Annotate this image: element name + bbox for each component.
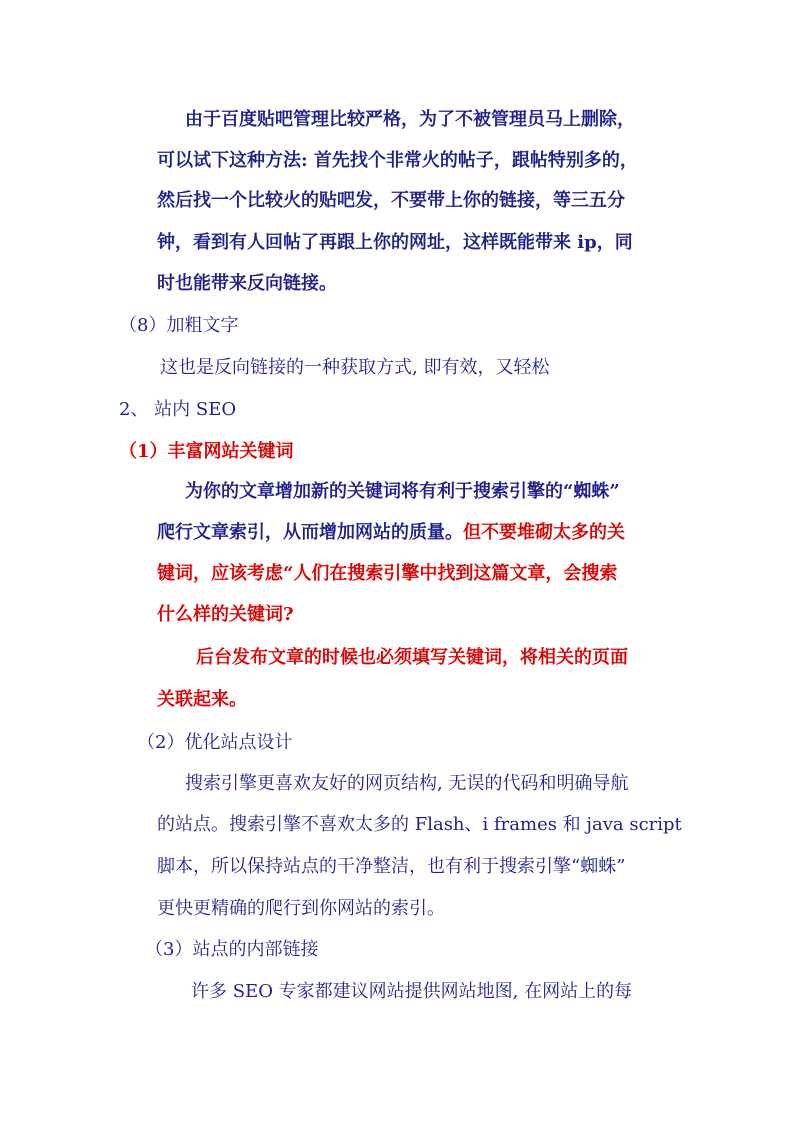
paragraph-line: 可以试下这种方法: 首先找个非常火的帖子，跟帖特别多的， bbox=[157, 150, 638, 171]
paragraph-line: 然后找一个比较火的贴吧发，不要带上你的链接，等三五分 bbox=[157, 190, 625, 211]
paragraph-line: 后台发布文章的时候也必须填写关键词，将相关的页面 bbox=[196, 647, 628, 668]
paragraph-line: 搜索引擎更喜欢友好的网页结构, 无误的代码和明确导航 bbox=[185, 773, 629, 794]
paragraph-line: 钟，看到有人回帖了再跟上你的网址，这样既能带来 ip，同 bbox=[157, 232, 633, 253]
section-heading-8: （8）加粗文字 bbox=[119, 315, 239, 336]
paragraph-line: 的站点。搜索引擎不喜欢太多的 Flash、i frames 和 java script bbox=[157, 814, 682, 835]
subsection-heading-2: （2）优化站点设计 bbox=[137, 732, 293, 753]
paragraph-line: 爬行文章索引，从而增加网站的质量。但不要堆砌太多的关 bbox=[157, 522, 625, 543]
paragraph-line: 关联起来。 bbox=[157, 689, 247, 710]
paragraph-line: 脚本，所以保持站点的干净整洁，也有利于搜索引擎“蜘蛛” bbox=[157, 856, 626, 877]
section-heading-2: 2、 站内 SEO bbox=[119, 399, 237, 420]
section-text-8: 这也是反向链接的一种获取方式, 即有效，又轻松 bbox=[160, 357, 550, 378]
paragraph-line: 由于百度贴吧管理比较严格，为了不被管理员马上删除， bbox=[185, 109, 635, 130]
paragraph-line: 更快更精确的爬行到你网站的索引。 bbox=[157, 898, 445, 919]
subsection-heading-1: （1）丰富网站关键词 bbox=[119, 441, 294, 462]
paragraph-line: 时也能带来反向链接。 bbox=[157, 273, 337, 294]
paragraph-line: 为你的文章增加新的关键词将有利于搜索引擎的“蜘蛛” bbox=[185, 481, 620, 502]
paragraph-line: 键词，应该考虑“人们在搜索引擎中找到这篇文章，会搜索 bbox=[157, 563, 618, 584]
emphasis-text: 但不要堆砌太多的关 bbox=[463, 522, 625, 543]
paragraph-line: 许多 SEO 专家都建议网站提供网站地图, 在网站上的每 bbox=[191, 981, 633, 1002]
subsection-heading-3: （3）站点的内部链接 bbox=[145, 939, 319, 960]
paragraph-line: 什么样的关键词? bbox=[157, 604, 294, 625]
